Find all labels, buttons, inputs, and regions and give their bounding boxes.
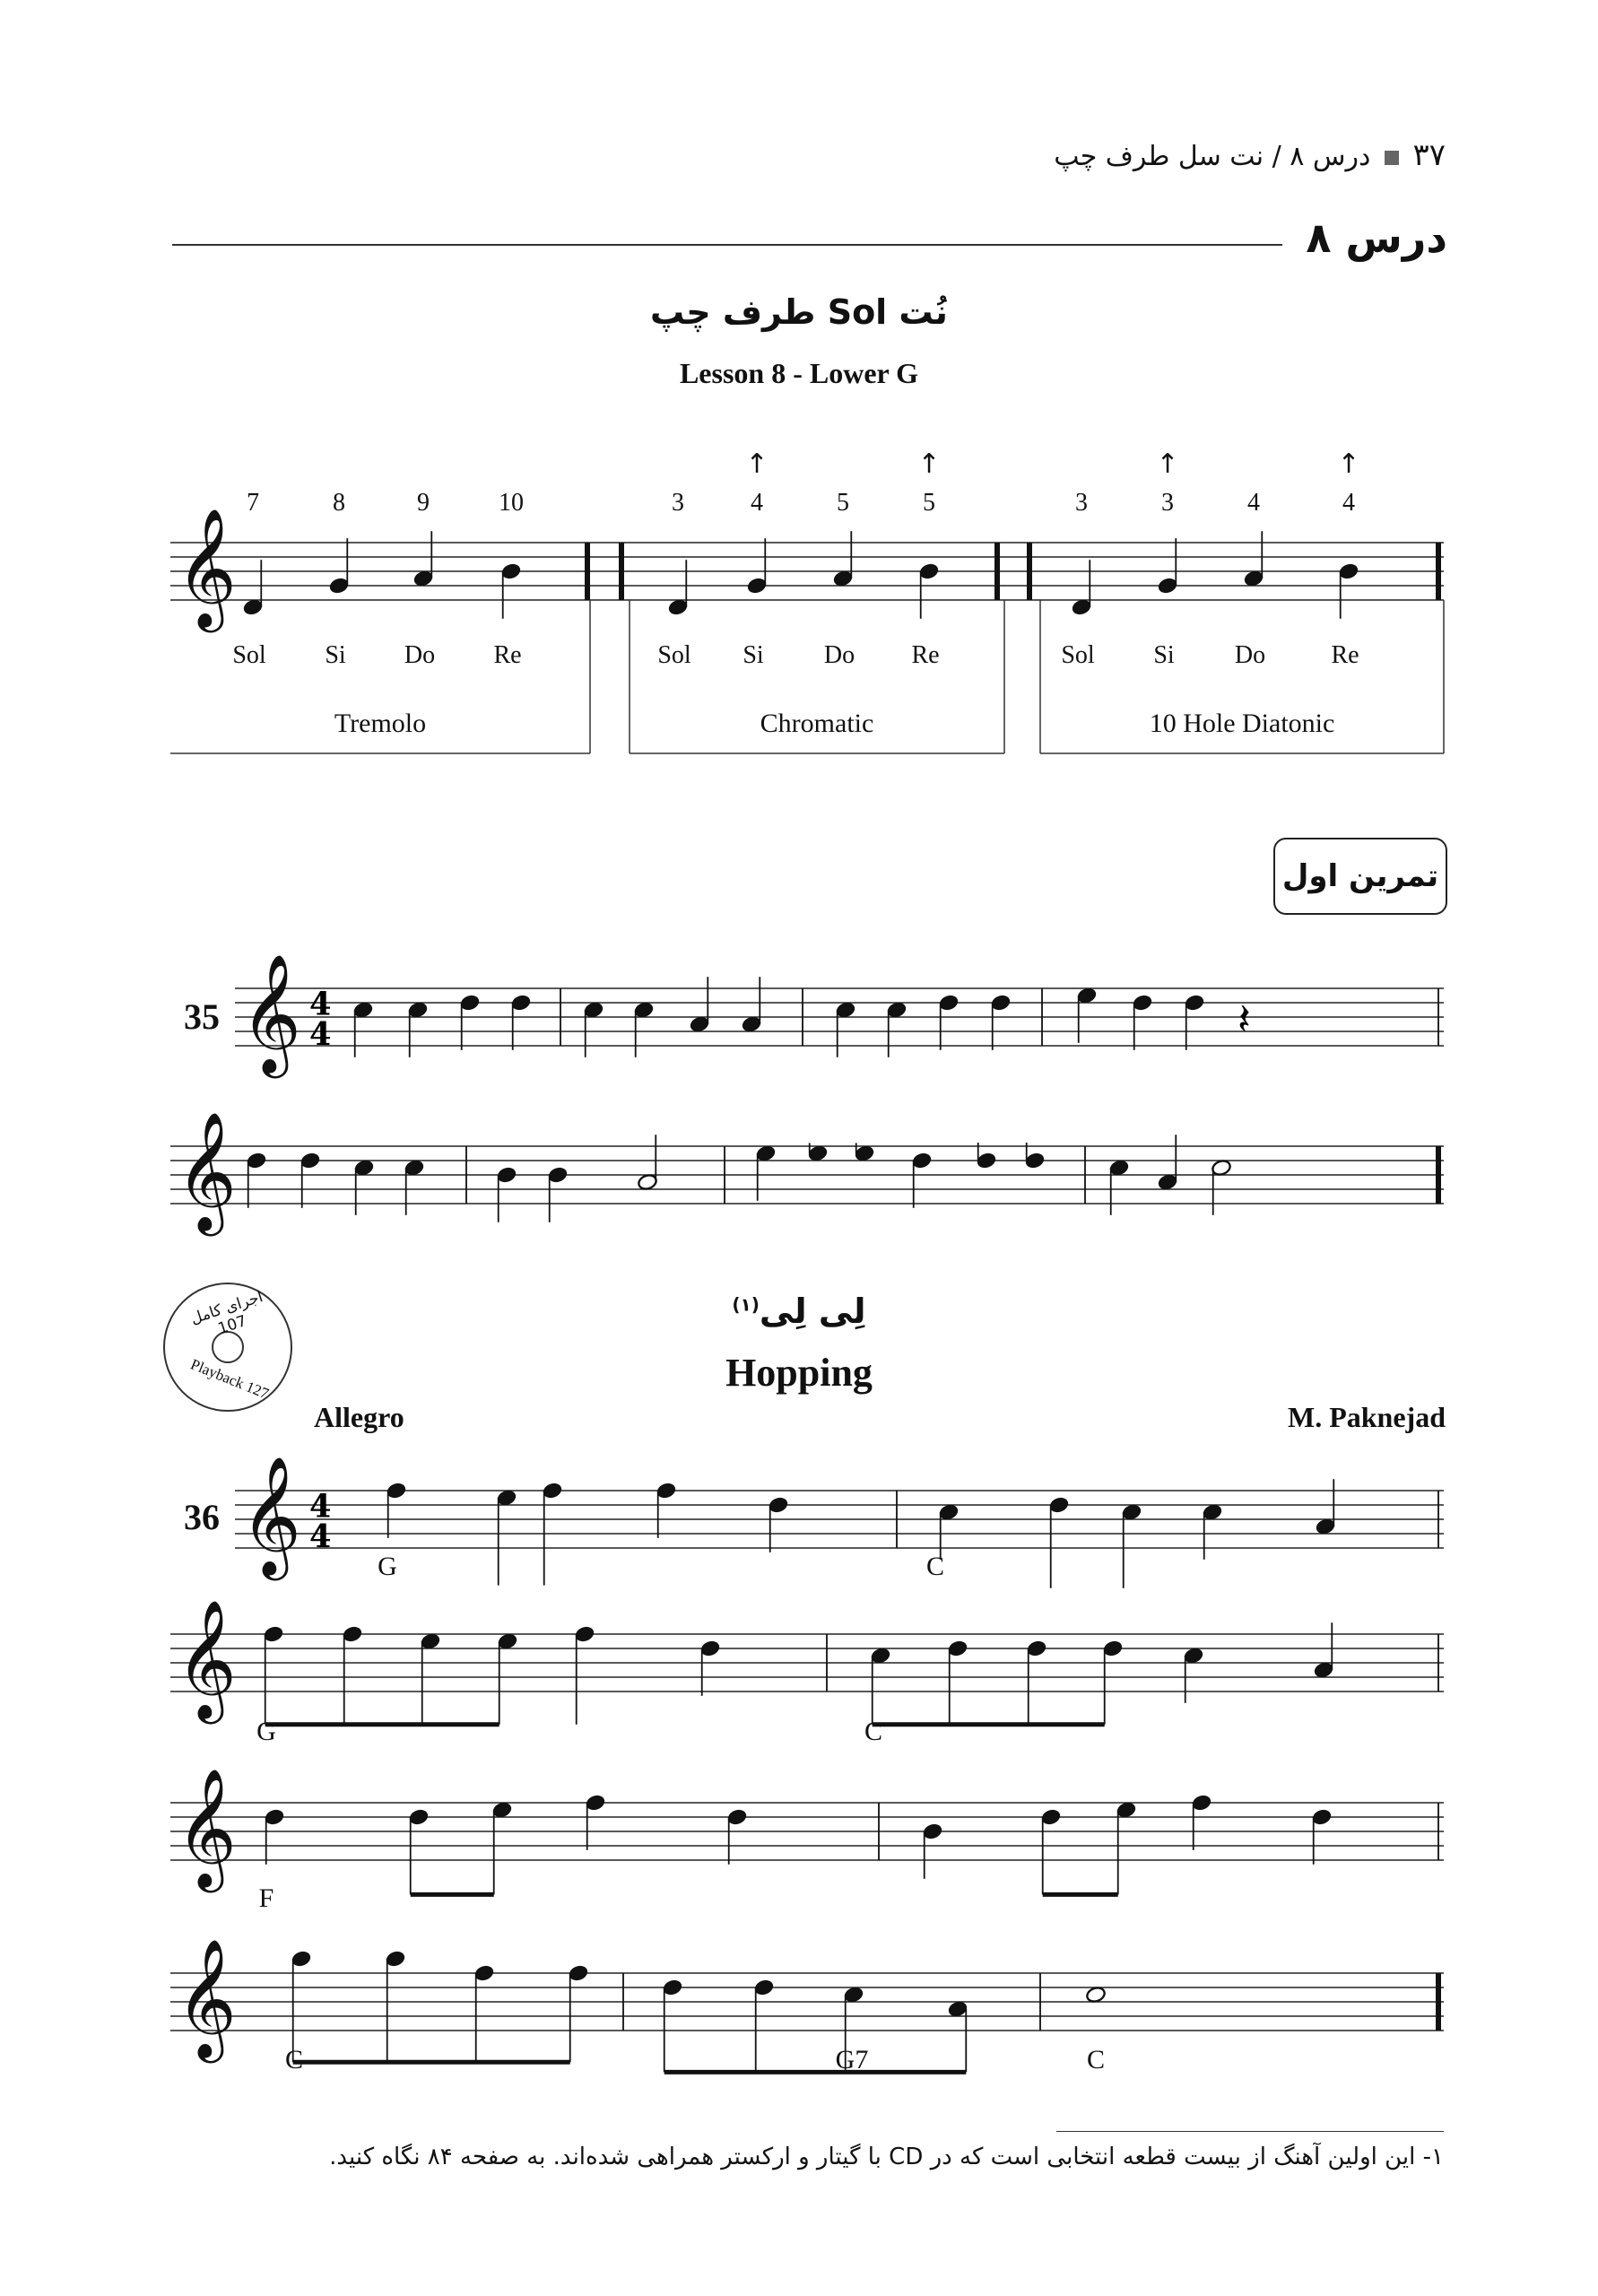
treble-clef-icon: 𝄞 [240,1456,302,1577]
page-number: ۳۷ [1412,137,1446,173]
song-title-fa-text: لِی لِی [759,1292,866,1331]
chord-symbol: C [864,1717,882,1746]
quarter-rest-icon: 𝄽 [1238,995,1251,1046]
note-head [542,1482,563,1500]
note-head [500,562,522,580]
draw-arrow-icon: ↑ [1337,448,1360,480]
note-head [741,1015,762,1033]
treble-clef-icon: 𝄞 [176,1599,238,1720]
note-name: Do [1234,641,1266,669]
note-head [342,1625,363,1643]
footnote: ۱- این اولین آهنگ از بیست قطعه انتخابی است که در CD با گیتار و ارکستر همراهی شده‌اند. به صفحه ۸۴ نگاه کنید. [329,2144,1444,2170]
note-head [1121,1503,1142,1521]
note-head [976,1152,997,1170]
lesson-title: درس ۸ [1306,213,1447,262]
note-head [408,1808,430,1826]
instrument-label: Chromatic [760,709,874,738]
note-head [491,1801,513,1819]
lesson-subtitle-fa: نُت Sol طرف چپ [650,292,948,332]
note-head [1108,1159,1130,1177]
note-head [496,1489,517,1507]
note-name: Re [1331,641,1359,669]
note-name: Sol [232,641,266,669]
hole-number: 4 [751,489,763,517]
hole-number: 7 [247,489,259,517]
note-head [990,994,1012,1012]
note-head [753,1979,775,1996]
note-head [1116,1801,1137,1819]
note-head [1202,1503,1223,1521]
note-head [886,1001,908,1019]
footnote-rule [1056,2131,1444,2132]
treble-clef-icon: 𝄞 [176,1111,238,1232]
song-title-en: Hopping [725,1351,873,1395]
note-head [420,1632,441,1650]
note-head [1211,1159,1232,1177]
song-number: 36 [184,1497,220,1537]
hole-number: 8 [333,489,345,517]
note-head [583,1001,604,1019]
note-head [726,1808,748,1826]
note-head [1313,1661,1334,1679]
note-head [1026,1639,1047,1657]
note-head [353,1159,375,1177]
chord-symbol: C [284,2045,303,2074]
note-head [386,1482,407,1500]
note-head [568,1964,589,1982]
treble-clef-icon: 𝄞 [176,1768,238,1889]
note-head [1071,598,1092,616]
note-head [911,1152,933,1170]
note-head [667,598,689,616]
note-name: Do [823,641,855,669]
note-head [1040,1808,1062,1826]
note-head [300,1152,321,1170]
draw-arrow-icon: ↑ [917,448,941,480]
note-head [870,1647,891,1665]
note-head [413,570,434,587]
instrument-label: 10 Hole Diatonic [1149,709,1335,738]
hole-number: 3 [1161,489,1174,517]
chord-symbol: G7 [835,2045,869,2074]
time-signature-top: 4 [309,1488,332,1526]
chord-symbol: G [256,1717,276,1746]
cd-label-top: اجرای کامل 107 [188,1288,265,1339]
note-head [242,598,264,616]
note-name: Si [743,641,764,669]
note-head [510,994,532,1012]
note-head [404,1159,425,1177]
exercise-number: 35 [184,996,220,1037]
exercise-label-box: تمرین اول [1273,838,1447,915]
note-head [1184,994,1205,1012]
note-head [246,1152,267,1170]
footnote-mark: (۱) [732,1293,760,1316]
note-head [547,1166,569,1184]
draw-arrow-icon: ↑ [1156,448,1179,480]
note-head [1048,1496,1070,1514]
note-head [832,570,854,587]
note-head [947,2000,968,2018]
time-signature-bottom: 4 [309,1518,332,1556]
note-head [656,1482,677,1500]
note-head [1315,1518,1336,1535]
note-name: Si [325,641,346,669]
note-head [947,1639,968,1657]
treble-clef-icon: 𝄞 [176,1938,238,2059]
note-head [854,1144,875,1162]
chord-symbol: F [258,1883,274,1913]
note-head [497,1632,518,1650]
hole-number: 5 [837,489,849,517]
note-name: Re [493,641,522,669]
chord-symbol: C [925,1552,944,1581]
note-head [328,577,350,595]
note-head [496,1166,517,1184]
tempo-marking: Allegro [314,1401,404,1433]
note-head [1132,994,1153,1012]
hole-number: 3 [1075,489,1088,517]
hole-number: 9 [417,489,430,517]
note-head [1085,1986,1107,2004]
note-head [263,1625,284,1643]
note-head [922,1822,943,1840]
note-head [459,994,481,1012]
note-head [1076,987,1098,1004]
note-head [699,1639,721,1657]
note-head [918,562,940,580]
composer: M. Paknejad [1288,1401,1446,1433]
note-head [938,994,960,1012]
note-head [473,1964,495,1982]
note-head [807,1144,829,1162]
time-signature-top: 4 [309,986,332,1023]
note-head [585,1794,606,1812]
note-head [1157,577,1178,595]
hole-number: 4 [1342,489,1355,517]
note-head [662,1979,683,1996]
chord-symbol: C [1086,2045,1105,2074]
note-head [407,1001,429,1019]
note-head [1183,1647,1204,1665]
instrument-label: Tremolo [334,709,427,738]
note-name: Sol [657,641,691,669]
note-head [264,1808,285,1826]
chord-symbol: G [378,1552,397,1581]
note-head [385,1950,406,1968]
treble-clef-icon: 𝄞 [240,953,302,1074]
note-head [768,1496,789,1514]
cd-label-bottom: Playback 127 [187,1355,272,1403]
note-head [1157,1173,1178,1191]
note-head [755,1144,777,1162]
note-head [1311,1808,1333,1826]
note-head [938,1503,960,1521]
note-name: Si [1153,641,1175,669]
note-head [352,1001,374,1019]
note-name: Sol [1061,641,1095,669]
hole-number: 3 [672,489,684,517]
hole-number: 10 [499,489,524,517]
note-head [843,1986,864,2004]
note-head [835,1001,856,1019]
note-head [574,1625,595,1643]
draw-arrow-icon: ↑ [745,448,769,480]
lesson-subtitle-en: Lesson 8 - Lower G [679,357,919,389]
treble-clef-icon: 𝄞 [176,508,238,629]
note-head [291,1950,312,1968]
hole-number: 4 [1247,489,1260,517]
note-head [1024,1152,1046,1170]
hole-number: 5 [923,489,935,517]
note-head [1191,1794,1212,1812]
note-head [746,577,768,595]
note-head [1338,562,1359,580]
note-name: Re [911,641,940,669]
note-name: Do [404,641,436,669]
note-head [633,1001,655,1019]
time-signature-bottom: 4 [309,1016,332,1054]
note-head [637,1173,658,1191]
note-head [689,1015,710,1033]
note-head [1243,570,1264,587]
song-title-fa [0,1292,1598,1331]
running-title: درس ۸ / نت سل طرف چپ [1054,141,1371,172]
note-head [1102,1639,1124,1657]
